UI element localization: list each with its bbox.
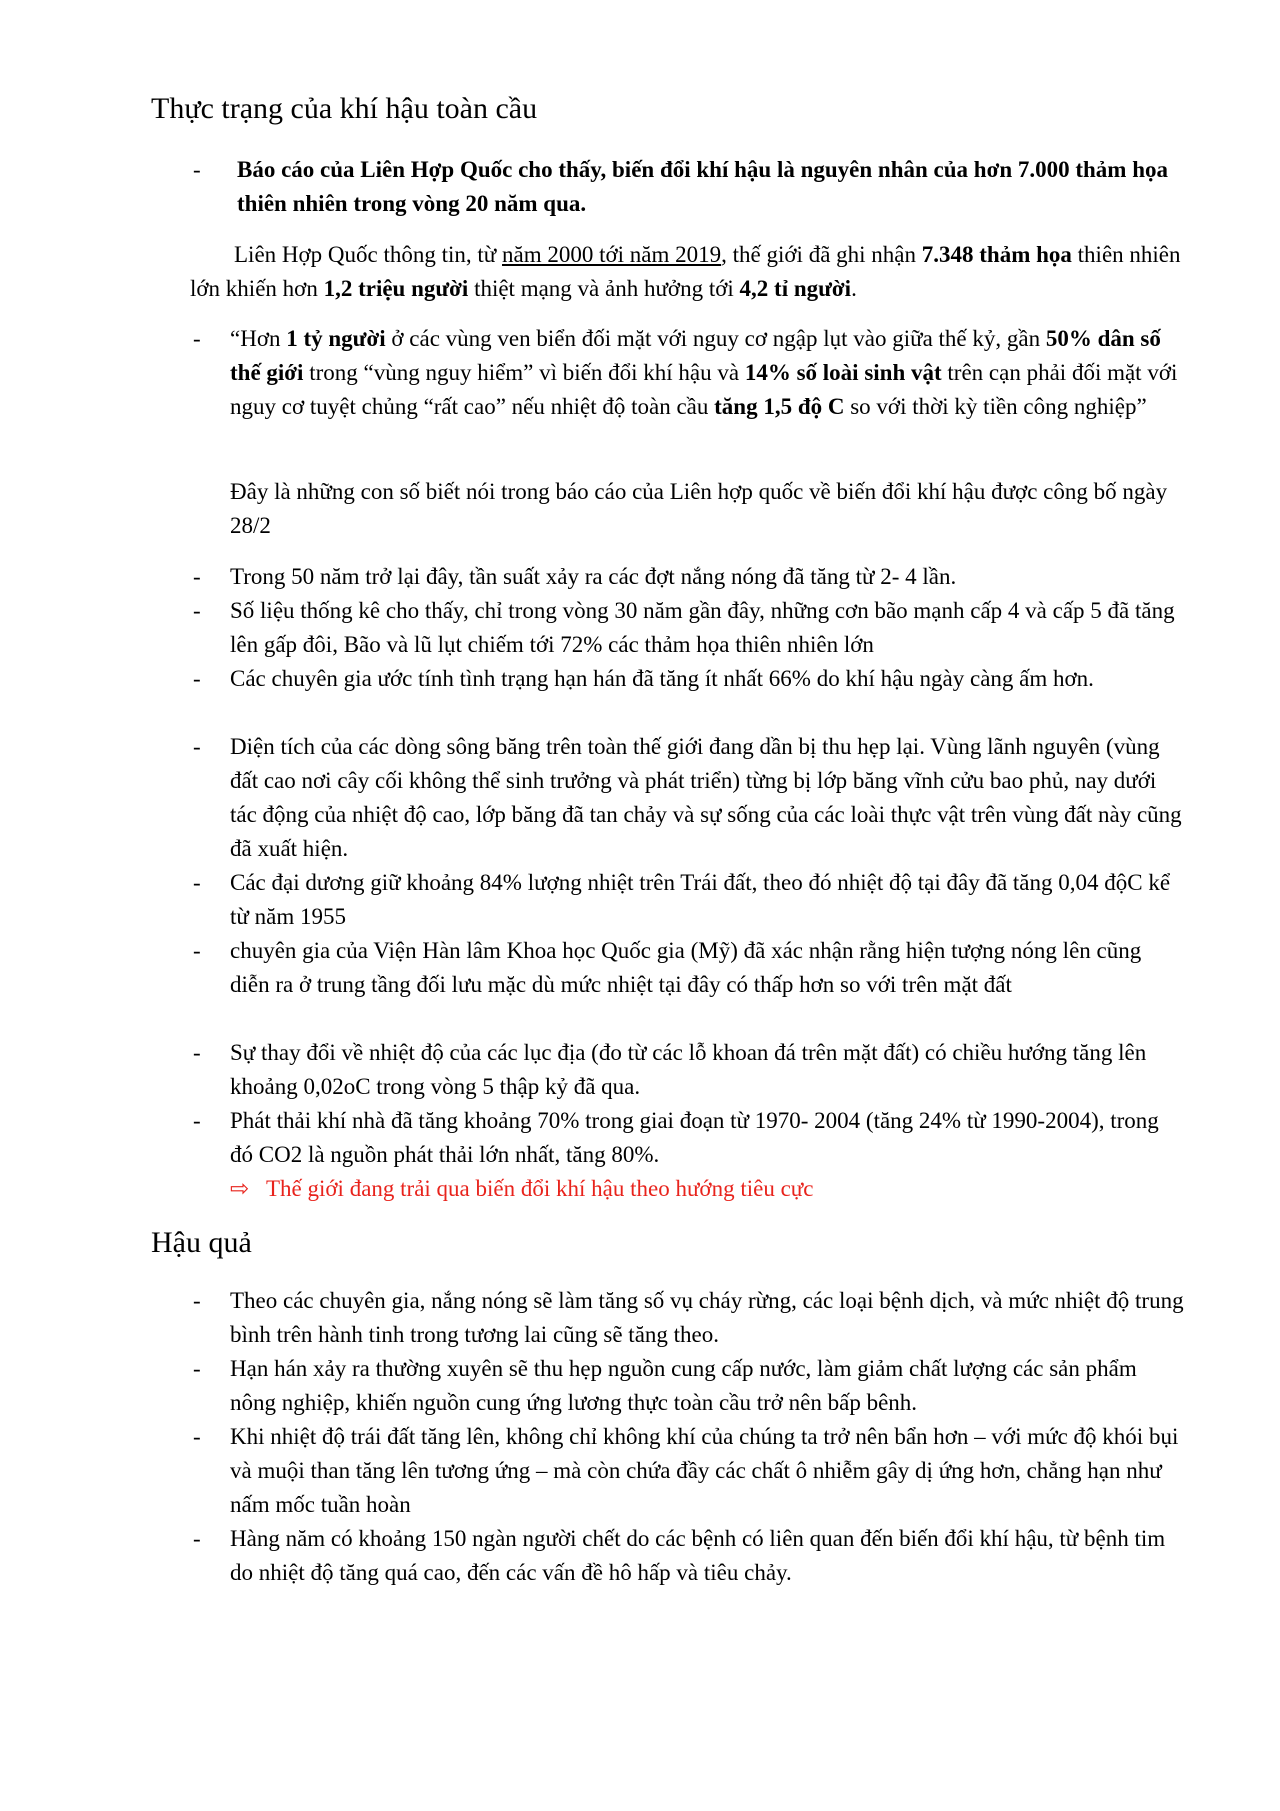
bullet-dash: - — [193, 157, 201, 182]
list-item-text: Khi nhiệt độ trái đất tăng lên, không chỉ không khí của chúng ta trở nên bẩn hơn – với mức độ khói bụi và muội than tăng lên tương ứng – mà còn chứa đầy các chất ô nhiễm gây dị ứng hơn, chẳng hạn như nấm mốc tuần hoàn — [230, 1424, 1179, 1517]
text-span: so với thời kỳ tiền công nghiệp” — [844, 394, 1147, 419]
paragraph-numbers: Đây là những con số biết nói trong báo cáo của Liên hợp quốc về biến đổi khí hậu được công bố ngày 28/2 — [230, 479, 1168, 538]
bullet-dash: - — [193, 598, 201, 623]
text-span: thiệt mạng và ảnh hưởng tới — [468, 276, 740, 301]
list-item-text: Hàng năm có khoảng 150 ngàn người chết do các bệnh có liên quan đến biến đổi khí hậu, từ bệnh tim do nhiệt độ tăng quá cao, đến các vấn đề hô hấp và tiêu chảy. — [230, 1526, 1166, 1585]
bold-text: 50% dân số thế giới — [230, 326, 1161, 385]
bold-text: 7.348 thảm họa — [921, 242, 1072, 267]
bullet-dash: - — [193, 1040, 201, 1065]
bullet-dash: - — [193, 1424, 201, 1449]
text-span: “Hơn — [230, 326, 287, 351]
list-item-text: Theo các chuyên gia, nắng nóng sẽ làm tăng số vụ cháy rừng, các loại bệnh dịch, và mức nhiệt độ trung bình trên hành tinh trong tương lai cũng sẽ tăng theo. — [230, 1288, 1184, 1347]
bold-text: 14% số loài sinh vật — [744, 360, 942, 385]
bullet-dash: - — [193, 564, 201, 589]
bullet-dash: - — [193, 326, 201, 351]
list-item-text: Số liệu thống kê cho thấy, chỉ trong vòng 30 năm gần đây, những cơn bão mạnh cấp 4 và cấp 5 đã tăng lên gấp đôi, Bão và lũ lụt chiếm tới 72% các thảm họa thiên nhiên lớn — [230, 598, 1175, 657]
text-span: ở các vùng ven biển đối mặt với nguy cơ ngập lụt vào giữa thế kỷ, gần — [385, 326, 1046, 351]
arrow-right-icon: ⇨ — [230, 1176, 250, 1201]
bullet-dash: - — [193, 1288, 201, 1313]
list-item-text: Các chuyên gia ước tính tình trạng hạn hán đã tăng ít nhất 66% do khí hậu ngày càng ấm hơn. — [230, 666, 1094, 691]
list-item-text: Hạn hán xảy ra thường xuyên sẽ thu hẹp nguồn cung cấp nước, làm giảm chất lượng các sản phẩm nông nghiệp, khiến nguồn cung ứng lương thực toàn cầu trở nên bấp bênh. — [230, 1356, 1137, 1415]
bullet-dash: - — [193, 1108, 201, 1133]
bold-text: tăng 1,5 độ C — [714, 394, 845, 419]
bullet-dash: - — [193, 734, 201, 759]
list-item-text: Sự thay đổi về nhiệt độ của các lục địa (đo từ các lỗ khoan đá trên mặt đất) có chiều hướng tăng lên khoảng 0,02oC trong vòng 5 thập kỷ đã qua. — [230, 1040, 1147, 1099]
bold-text: 1 tỷ người — [286, 326, 386, 351]
list-item-text — [230, 153, 1186, 221]
text-span: trên cạn phải đối mặt với nguy cơ tuyệt chủng “rất cao” nếu nhiệt độ toàn cầu — [230, 360, 1178, 419]
text-span: Liên Hợp Quốc thông tin, từ — [234, 242, 503, 267]
list-item-text: Trong 50 năm trở lại đây, tần suất xảy ra các đợt nắng nóng đã tăng từ 2- 4 lần. — [230, 564, 957, 589]
section-heading-status: Thực trạng của khí hậu toàn cầu — [151, 92, 538, 125]
section-heading-consequences: Hậu quả — [151, 1226, 252, 1259]
underlined-text: năm 2000 tới năm 2019 — [502, 242, 722, 267]
list-item-text: chuyên gia của Viện Hàn lâm Khoa học Quốc gia (Mỹ) đã xác nhận rằng hiện tượng nóng lên cũng diễn ra ở trung tầng đối lưu mặc dù mức nhiệt tại đây có thấp hơn so với trên mặt đất — [230, 938, 1142, 997]
bold-text: 1,2 triệu người — [323, 276, 469, 301]
bullet-dash: - — [193, 666, 201, 691]
text-span: . — [851, 276, 857, 301]
bold-text: 4,2 tỉ người — [739, 276, 852, 301]
bold-text: Báo cáo của Liên Hợp Quốc cho thấy, biến đổi khí hậu là nguyên nhân của hơn 7.000 thảm họa thiên nhiên trong vòng 20 năm qua. — [237, 157, 1169, 216]
conclusion-text: Thế giới đang trải qua biến đổi khí hậu theo hướng tiêu cực — [266, 1176, 814, 1201]
list-item-text: Diện tích của các dòng sông băng trên toàn thế giới đang dần bị thu hẹp lại. Vùng lãnh nguyên (vùng đất cao nơi cây cối không thể sinh trưởng và phát triển) từng bị lớp băng vĩnh cửu bao phủ, nay dưới tác động của nhiệt độ cao, lớp băng đã tan chảy và sự sống của các loài thực vật trên vùng đất này cũng đã xuất hiện. — [230, 734, 1182, 861]
bullet-dash: - — [193, 1356, 201, 1381]
list-item-text: Các đại dương giữ khoảng 84% lượng nhiệt trên Trái đất, theo đó nhiệt độ tại đây đã tăng 0,04 độC kể từ năm 1955 — [230, 870, 1171, 929]
paragraph-un-info — [190, 238, 1186, 306]
text-span: , thế giới đã ghi nhận — [721, 242, 922, 267]
bullet-dash: - — [193, 1526, 201, 1551]
bullet-dash: - — [193, 938, 201, 963]
text-span: trong “vùng nguy hiểm” vì biến đổi khí hậu và — [303, 360, 745, 385]
list-item-text — [230, 322, 1186, 424]
list-item-text: Phát thải khí nhà đã tăng khoảng 70% trong giai đoạn từ 1970- 2004 (tăng 24% từ 1990-2004), trong đó CO2 là nguồn phát thải lớn nhất, tăng 80%. — [230, 1108, 1159, 1167]
conclusion-line — [230, 1172, 1186, 1206]
bullet-dash: - — [193, 870, 201, 895]
text-span: thiên nhiên lớn khiến hơn — [190, 242, 1181, 301]
